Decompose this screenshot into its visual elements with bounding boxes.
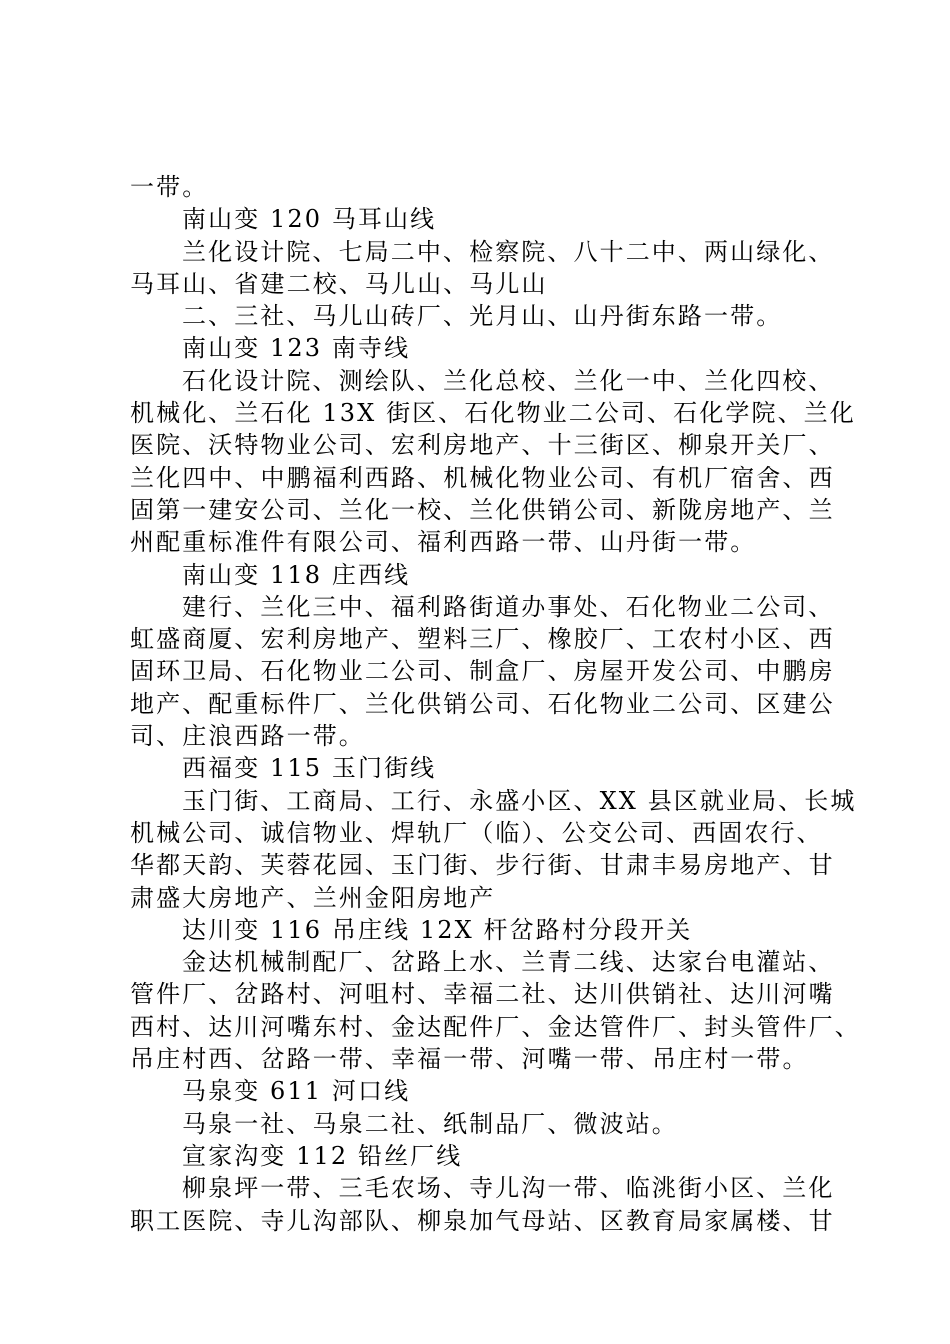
text-line: 一带。	[130, 173, 209, 201]
text-line: 华都天韵、芙蓉花园、玉门街、步行街、甘肃丰易房地产、甘	[130, 851, 835, 880]
text-line: 固环卫局、石化物业二公司、制盒厂、房屋开发公司、中鹏房	[130, 657, 835, 686]
text-line: 南山变 118 庄西线	[182, 560, 411, 589]
text-line: 吊庄村西、岔路一带、幸福一带、河嘴一带、吊庄村一带。	[130, 1045, 809, 1074]
text-line: 职工医院、寺儿沟部队、柳泉加气母站、区教育局家属楼、甘	[130, 1206, 835, 1235]
text-line: 固第一建安公司、兰化一校、兰化供销公司、新陇房地产、兰	[130, 495, 835, 524]
text-line: 机械化、兰石化 13X 街区、石化物业二公司、石化学院、兰化	[130, 399, 856, 428]
document-body	[130, 171, 861, 1237]
text-line: 马泉一社、马泉二社、纸制品厂、微波站。	[182, 1109, 678, 1138]
text-line: 建行、兰化三中、福利路街道办事处、石化物业二公司、	[182, 592, 835, 621]
text-line: 南山变 123 南寺线	[182, 334, 411, 363]
text-line: 机械公司、诚信物业、焊轨厂（临）、公交公司、西固农行、	[130, 818, 823, 847]
text-line: 兰化设计院、七局二中、检察院、八十二中、两山绿化、	[182, 237, 835, 266]
text-line: 管件厂、岔路村、河咀村、幸福二社、达川供销社、达川河嘴	[130, 980, 835, 1009]
text-line: 达川变 116 吊庄线 12X 杆岔路村分段开关	[182, 915, 693, 944]
text-line: 马耳山、省建二校、马儿山、马儿山	[130, 269, 548, 298]
text-line: 西村、达川河嘴东村、金达配件厂、金达管件厂、封头管件厂、	[130, 1012, 861, 1041]
text-line: 二、三社、马儿山砖厂、光月山、山丹街东路一带。	[182, 302, 783, 331]
text-line: 西福变 115 玉门街线	[182, 754, 437, 783]
text-line: 南山变 120 马耳山线	[182, 205, 437, 234]
text-line: 虹盛商厦、宏利房地产、塑料三厂、橡胶厂、工农村小区、西	[130, 625, 835, 654]
text-line: 玉门街、工商局、工行、永盛小区、XX 县区就业局、长城	[182, 786, 857, 815]
text-line: 柳泉坪一带、三毛农场、寺儿沟一带、临洮街小区、兰化	[182, 1174, 835, 1203]
text-line: 石化设计院、测绘队、兰化总校、兰化一中、兰化四校、	[182, 366, 835, 395]
text-line: 州配重标准件有限公司、福利西路一带、山丹街一带。	[130, 528, 757, 557]
text-line: 马泉变 611 河口线	[182, 1077, 411, 1106]
text-line: 金达机械制配厂、岔路上水、兰青二线、达家台电灌站、	[182, 948, 835, 977]
text-line: 医院、沃特物业公司、宏利房地产、十三街区、柳泉开关厂、	[130, 431, 835, 460]
text-line: 兰化四中、中鹏福利西路、机械化物业公司、有机厂宿舍、西	[130, 463, 835, 492]
text-line: 宣家沟变 112 铅丝厂线	[182, 1141, 463, 1170]
text-line: 司、庄浪西路一带。	[130, 722, 365, 751]
text-line: 肃盛大房地产、兰州金阳房地产	[130, 883, 496, 912]
text-line: 地产、配重标件厂、兰化供销公司、石化物业二公司、区建公	[130, 689, 835, 718]
